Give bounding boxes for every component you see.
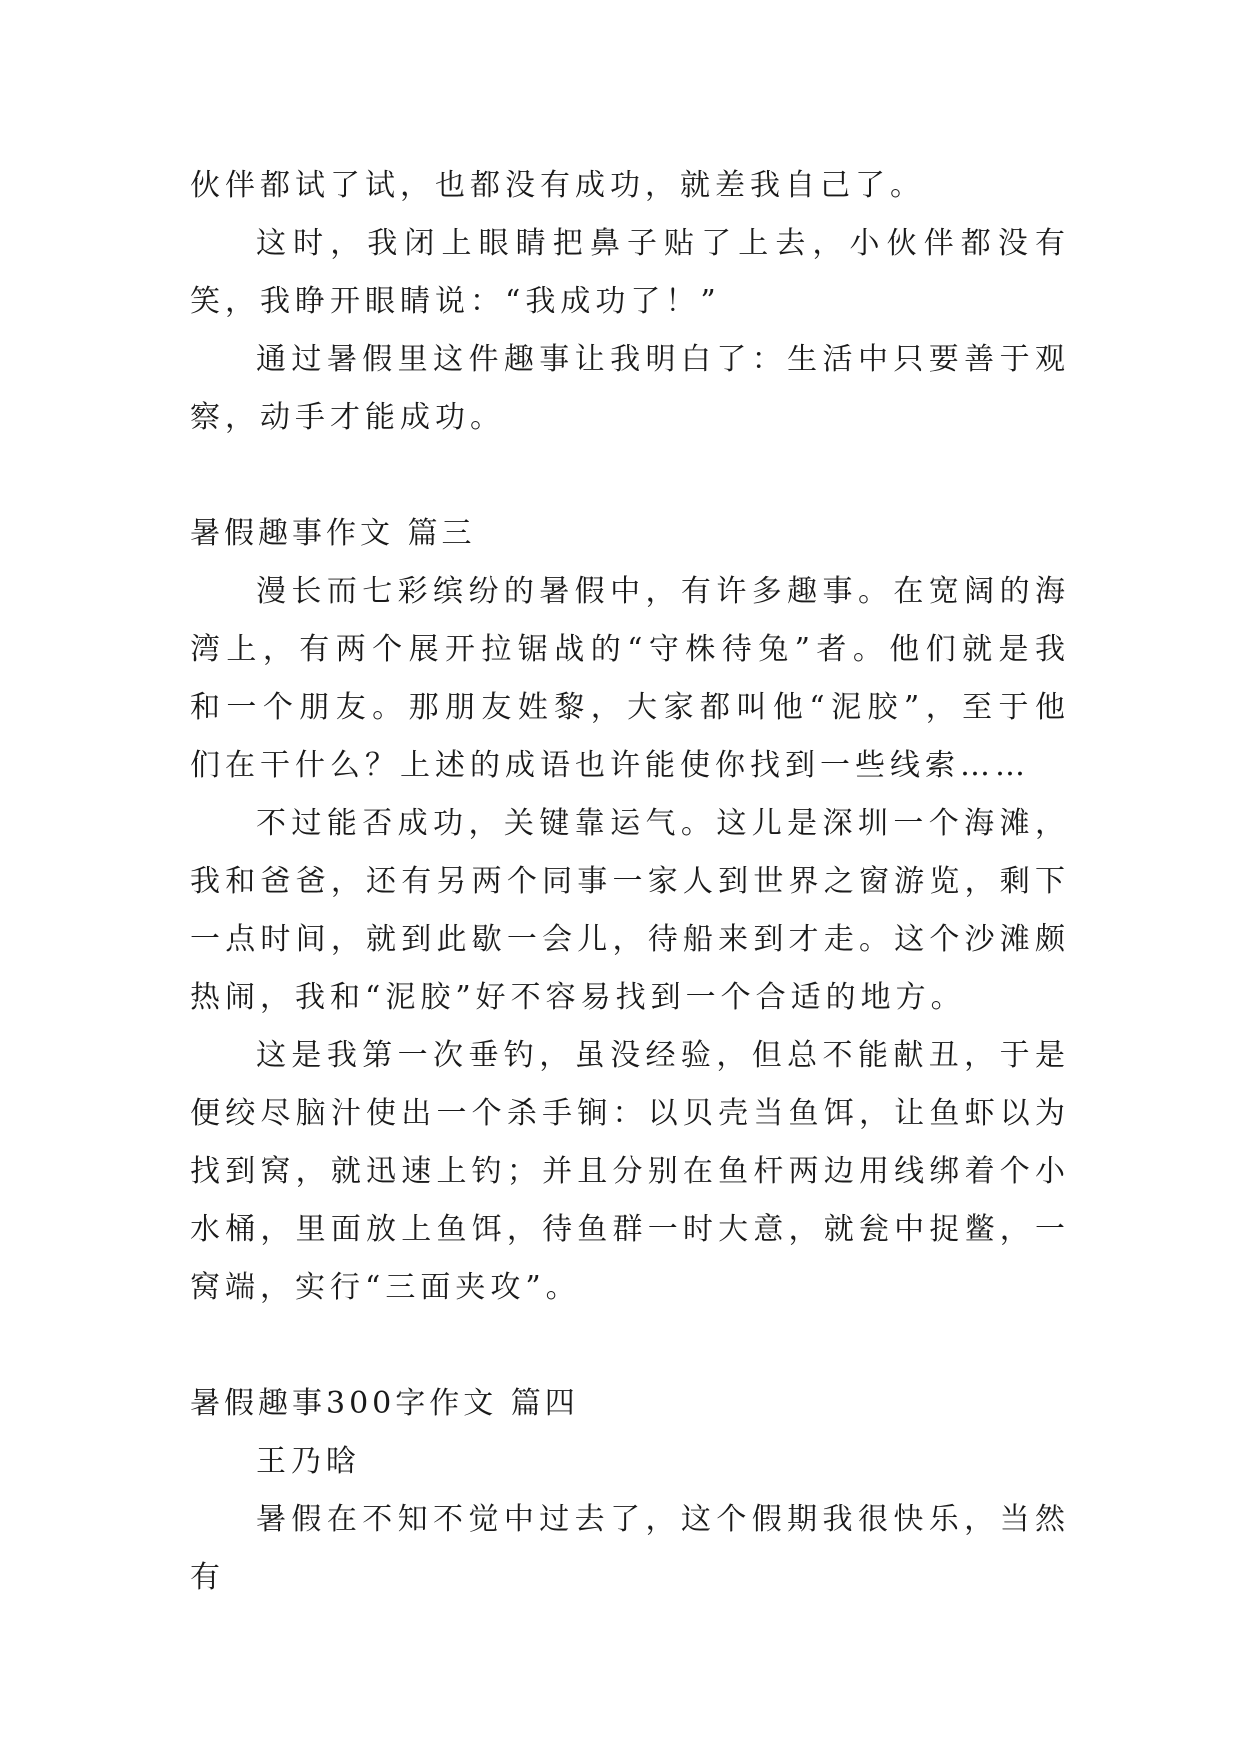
paragraph-3: 通过暑假里这件趣事让我明白了：生活中只要善于观察，动手才能成功。 xyxy=(190,342,1070,435)
paragraph-1: 伙伴都试了试，也都没有成功，就差我自己了。 xyxy=(190,168,925,203)
paragraph-2: 这时，我闭上眼睛把鼻子贴了上去，小伙伴都没有笑，我睁开眼睛说：“我成功了！” xyxy=(190,226,1070,319)
paragraph-5: 不过能否成功，关键靠运气。这儿是深圳一个海滩，我和爸爸，还有另两个同事一家人到世界之窗游览，剩下一点时间，就到此歇一会儿，待船来到才走。这个沙滩颇热闹，我和“泥胶”好不容易找到一个合适的地方。 xyxy=(190,806,1070,1015)
paragraph-6: 这是我第一次垂钓，虽没经验，但总不能献丑，于是便绞尽脑汁使出一个杀手锏：以贝壳当鱼饵，让鱼虾以为找到窝，就迅速上钓；并且分别在鱼杆两边用线绑着个小水桶，里面放上鱼饵，待鱼群一时大意，就瓮中捉鳖，一窝端，实行“三面夹攻”。 xyxy=(190,1038,1070,1305)
paragraph-4: 漫长而七彩缤纷的暑假中，有许多趣事。在宽阔的海湾上，有两个展开拉锯战的“守株待兔”者。他们就是我和一个朋友。那朋友姓黎，大家都叫他“泥胶”，至于他们在干什么？上述的成语也许能使你找到一些线索…… xyxy=(190,574,1070,783)
section-heading-4: 暑假趣事300字作文 篇四 xyxy=(190,1386,579,1421)
text-column xyxy=(190,157,1070,1607)
section-heading-3: 暑假趣事作文 篇三 xyxy=(190,516,476,551)
paragraph-7: 暑假在不知不觉中过去了，这个假期我很快乐，当然有 xyxy=(190,1502,1070,1595)
author-name: 王乃晗 xyxy=(256,1444,361,1479)
